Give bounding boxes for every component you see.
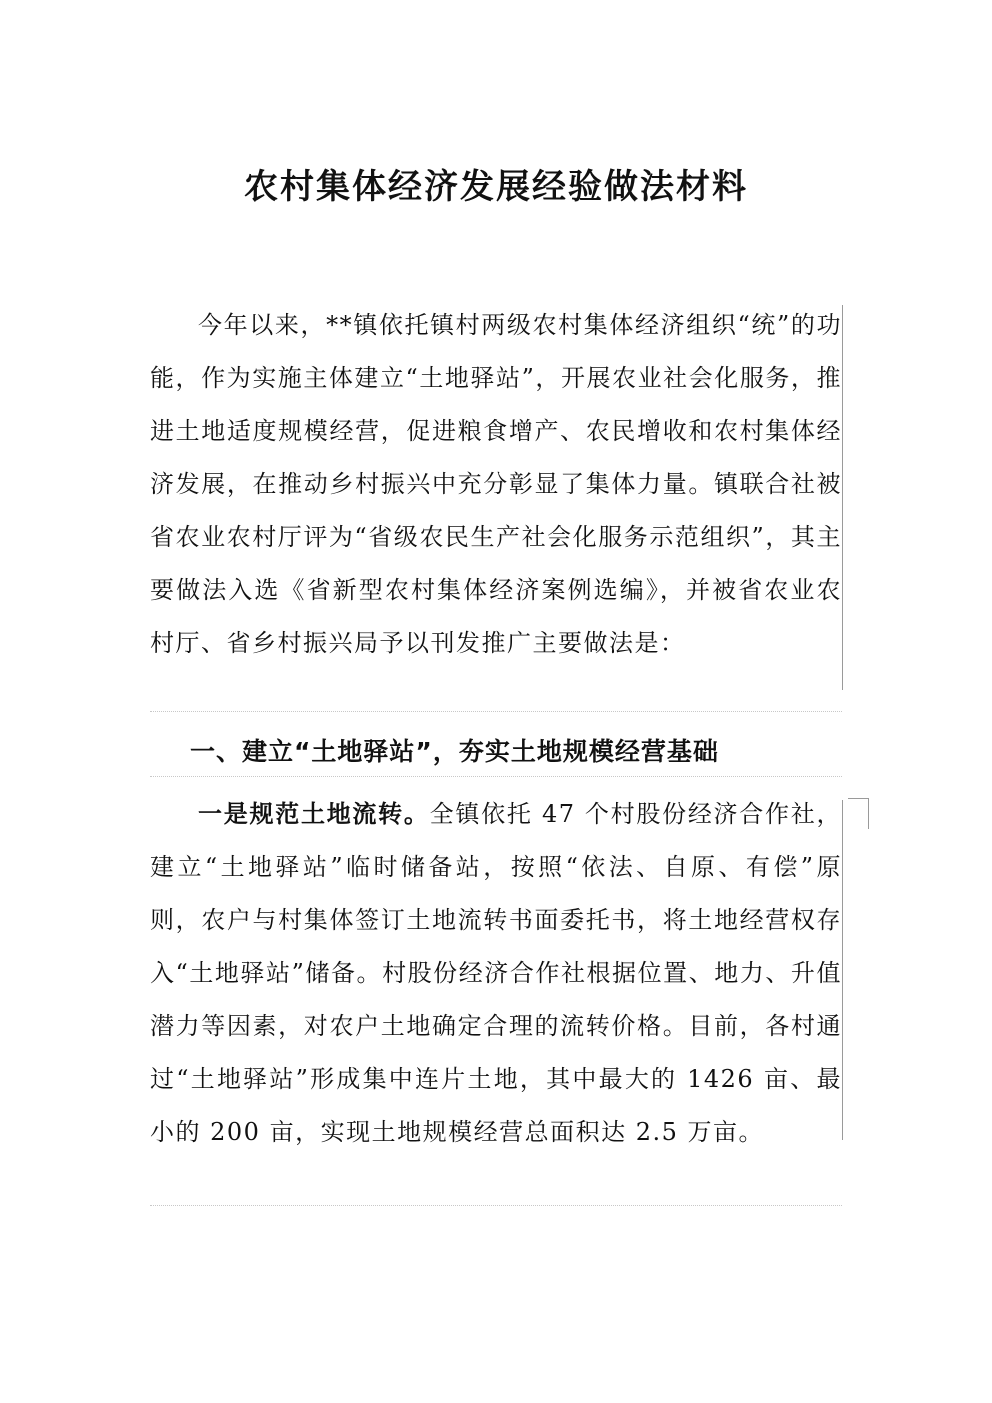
- text-boundary-corner-marker: [848, 798, 869, 829]
- text-boundary-marker: [842, 800, 843, 1140]
- point-body-text: 全镇依托 47 个村股份经济合作社，建立“土地驿站”临时储备站，按照“依法、自原、有偿”原则，农户与村集体签订土地流转书面委托书，将土地经营权存入“土地驿站”储备。村股份经济合作社根据位置、地力、升值潜力等因素，对农户土地确定合理的流转价格。目前，各村通过“土地驿站”形成集中连片土地，其中最大的 1426 亩、最小的 200 亩，实现土地规模经营总面积达 2.5 万亩。: [150, 800, 843, 1146]
- document-title: 农村集体经济发展经验做法材料: [244, 167, 748, 207]
- point-lead-text: 一是规范土地流转。: [198, 800, 430, 828]
- paragraph-divider: [150, 711, 842, 712]
- body-paragraph: [150, 788, 842, 1159]
- paragraph-divider: [150, 776, 842, 777]
- paragraph-divider: [150, 1205, 842, 1206]
- intro-paragraph: 今年以来，**镇依托镇村两级农村集体经济组织“统”的功能，作为实施主体建立“土地驿站”，开展农业社会化服务，推进土地适度规模经营，促进粮食增产、农民增收和农村集体经济发展，在推动乡村振兴中充分彰显了集体力量。镇联合社被省农业农村厅评为“省级农民生产社会化服务示范组织”，其主要做法入选《省新型农村集体经济案例选编》，并被省农业农村厅、省乡村振兴局予以刊发推广主要做法是：: [150, 311, 842, 657]
- text-boundary-marker: [842, 305, 843, 690]
- section-heading: 一、建立“土地驿站”，夯实土地规模经营基础: [190, 737, 719, 766]
